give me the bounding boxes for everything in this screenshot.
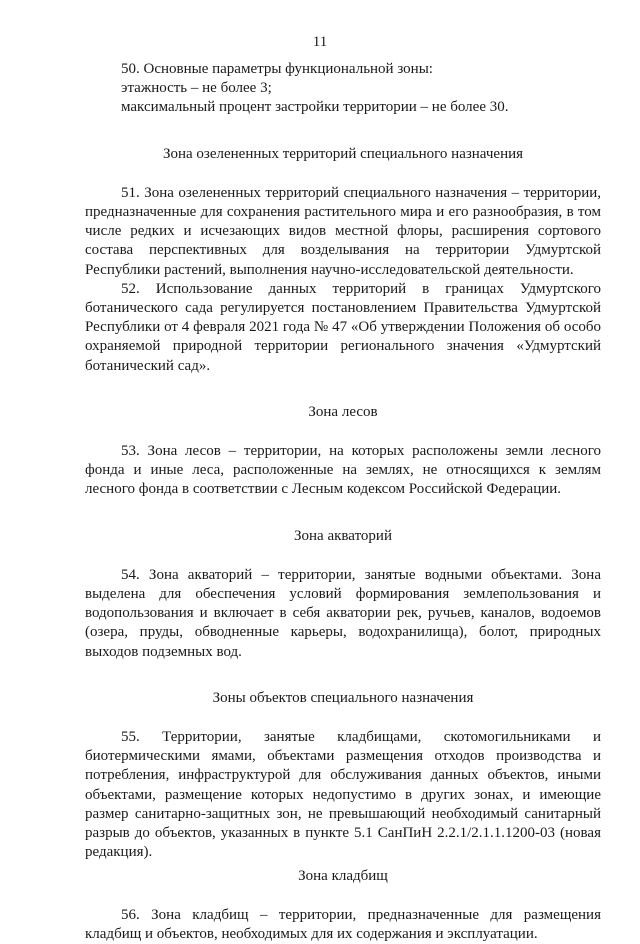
section-heading-water-areas: Зона акваторий bbox=[294, 527, 392, 544]
item-50-coverage: максимальный процент застройки территории – не более 30. bbox=[121, 99, 509, 116]
paragraph-52: 52. Использование данных территорий в границах Удмуртского ботанического сада регулируется постановлением Правительства Удмуртской Республики от 4 февраля 2021 года № 47 «Об утверждении Положения об особо охраняемой природной территории регионального значения «Удмуртский ботанический сад». bbox=[85, 280, 601, 374]
paragraph-56: 56. Зона кладбищ – территории, предназначенные для размещения кладбищ и объектов, необходимых для их содержания и эксплуатации. bbox=[85, 906, 601, 942]
item-50-title: 50. Основные параметры функциональной зоны: bbox=[121, 61, 433, 77]
page-number: 11 bbox=[312, 34, 328, 50]
section-heading-forests: Зона лесов bbox=[308, 403, 378, 420]
item-50-floors: этажность – не более 3; bbox=[121, 80, 272, 97]
paragraph-55: 55. Территории, занятые кладбищами, скотомогильниками и биотермическими ямами, объектами размещения отходов производства и потребления, инфраструктурой для обслуживания данных объектов, иными объектами, размещение которых недопустимо в других зонах, и имеющие размер санитарно-защитных зон, не превышающий необходимый санитарный разрыв до объектов, указанных в пункте 5.1 СанПиН 2.2.1/2.1.1.1200-03 (новая редакция). bbox=[85, 729, 601, 861]
document-body bbox=[85, 60, 601, 944]
paragraph-54: 54. Зона акваторий – территории, занятые водными объектами. Зона выделена для обеспечения условий формирования землепользования и водопользования и включает в себя акватории рек, ручьев, каналов, водоемов (озера, пруды, обводненные карьеры, водохранилища), болот, природных выходов подземных вод. bbox=[85, 566, 601, 660]
paragraph-51: 51. Зона озелененных территорий специального назначения – территории, предназначенные для сохранения растительного мира и его разнообразия, в том числе редких и исчезающих видов местной флоры, расширения сортового состава перспективных для возделывания на территории Удмуртской Республики растений, выполнения научно-исследовательской деятельности. bbox=[85, 184, 601, 278]
section-heading-special-objects: Зоны объектов специального назначения bbox=[212, 689, 474, 706]
section-heading-green-zones: Зона озелененных территорий специального назначения bbox=[162, 145, 524, 162]
section-heading-cemeteries: Зона кладбищ bbox=[298, 867, 388, 884]
paragraph-53: 53. Зона лесов – территории, на которых расположены земли лесного фонда и иные леса, расположенные на землях, не относящихся к землям лесного фонда в соответствии с Лесным кодексом Российской Федерации. bbox=[85, 443, 601, 498]
